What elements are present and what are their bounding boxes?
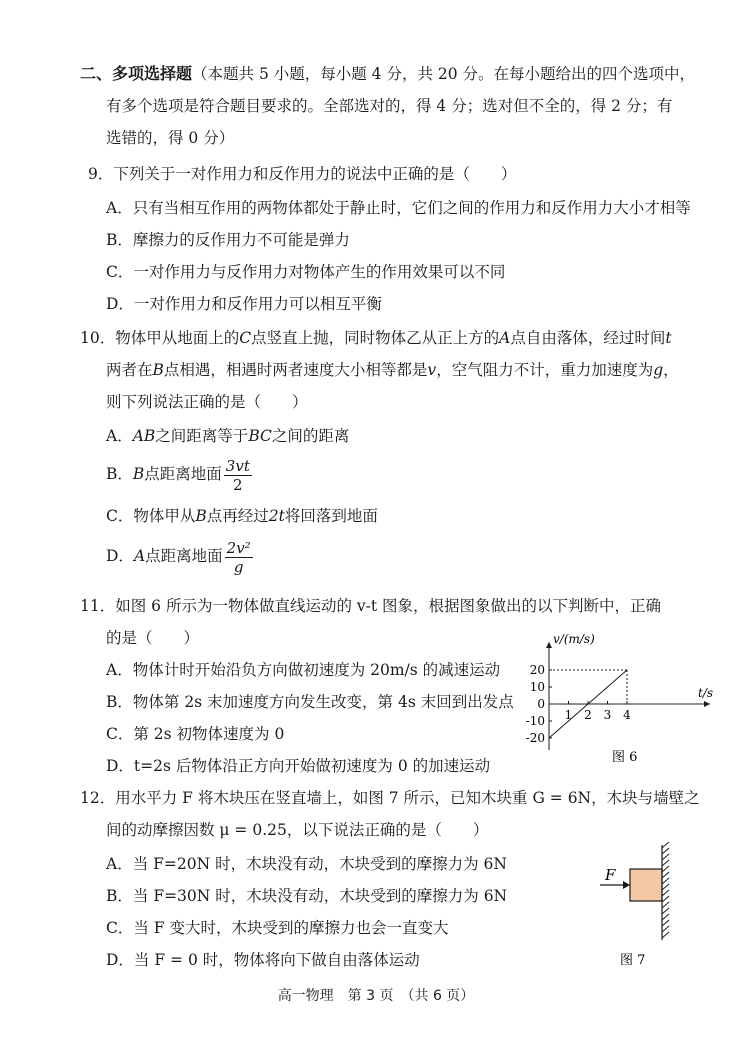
q10-option-a (106, 425, 349, 447)
x-tick-label: 2 (584, 708, 592, 722)
q10-option-b (106, 456, 254, 494)
hatch-line (662, 878, 669, 884)
q12-option-d: D．当 F = 0 时，物体将向下做自由落体运动 (106, 951, 420, 969)
q10-stem-line-2 (106, 359, 679, 381)
q11-option-b: B．物体第 2s 末加速度方向发生改变，第 4s 末回到出发点 (106, 693, 514, 711)
q10-c-point: B (195, 507, 207, 525)
q10-a-ab: AB (132, 427, 156, 445)
q10-b-fraction (224, 457, 252, 494)
q10-b-point: B (132, 465, 145, 483)
q10-option-c (106, 505, 378, 527)
hatch-line (662, 884, 669, 890)
q10-text: ，空气阻力不计，重力加速度为 (436, 361, 654, 379)
force-label: F (605, 866, 616, 884)
v-axis-label: v/(m/s) (553, 632, 595, 646)
q10-b-label: B． (106, 465, 133, 483)
hatch-line (662, 872, 669, 878)
section-instructions-2: 有多个选项是符合题目要求的。全部选对的，得 4 分；选对但不全的，得 2 分；有 (106, 97, 673, 115)
hatch-line (662, 866, 669, 872)
q10-d-text: 点距离地面 (145, 547, 223, 565)
q10-var-v: v (427, 361, 437, 379)
q10-stem-line-1 (80, 327, 672, 349)
q12-stem-line-1: 12．用水平力 F 将木块压在竖直墙上，如图 7 所示，已知木块重 G = 6N，木块与墙壁之 (80, 789, 700, 807)
hatch-line (662, 902, 669, 908)
q10-point-a: A (499, 329, 511, 347)
q10-option-d (106, 538, 255, 576)
section-title: 二、多项选择题 (80, 64, 193, 83)
q11-stem-line-1: 11．如图 6 所示为一物体做直线运动的 v-t 图象，根据图象做出的以下判断中，正确 (80, 597, 662, 615)
q10-var-g: g (653, 361, 664, 379)
q10-c-text: C．物体甲从 (106, 507, 196, 525)
y-tick-label: 20 (529, 663, 545, 677)
q10-text: 两者在 (106, 361, 153, 379)
y-tick-label: -20 (525, 731, 545, 745)
y-tick-label: 10 (529, 680, 545, 694)
q9-option-a: A．只有当相互作用的两物体都处于静止时，它们之间的作用力和反作用力大小才相等 (106, 199, 691, 217)
q10-text: 点竖直上抛，同时物体乙从正上方的 (251, 329, 500, 347)
hatch-line (662, 860, 669, 866)
q10-point-c: C (239, 329, 252, 347)
q10-a-label: A． (106, 427, 133, 445)
section-instructions-1: （本题共 5 小题，每小题 4 分，共 20 分。在每小题给出的四个选项中， (192, 65, 696, 83)
q10-a-bc: BC (248, 427, 272, 445)
q10-d-point: A (133, 547, 146, 565)
hatch-line (662, 932, 669, 938)
figure-6-vt-graph (512, 630, 722, 770)
q9-option-b: B．摩擦力的反作用力不可能是弹力 (106, 231, 350, 249)
hatch-line (662, 890, 669, 896)
q12-option-b: B．当 F=30N 时，木块没有动，木块受到的摩擦力为 6N (106, 887, 508, 905)
q10-text: 10．物体甲从地面上的 (80, 329, 240, 347)
q10-d-label: D． (106, 547, 134, 565)
y-tick-label: 0 (537, 697, 545, 711)
q12-option-c: C．当 F 变大时，木块受到的摩擦力也会一直变大 (106, 919, 449, 937)
x-tick-label: 4 (623, 708, 631, 722)
hatch-line (662, 854, 669, 860)
hatch-line (662, 920, 669, 926)
q10-c-2t: 2t (268, 507, 285, 525)
q10-point-b: B (152, 361, 164, 379)
q10-a-text: 之间距离等于 (155, 427, 249, 445)
q10-c-text: 点再经过 (206, 507, 269, 525)
q10-a-text: 之间的距离 (271, 427, 350, 445)
q9-option-c: C．一对作用力与反作用力对物体产生的作用效果可以不同 (106, 263, 506, 281)
q10-text: 点相遇，相遇时两者速度大小相等都是 (163, 361, 428, 379)
q10-text: 点自由落体，经过时间 (510, 329, 666, 347)
figure-7-block-wall (590, 840, 690, 975)
q10-d-fraction (225, 539, 253, 576)
q12-option-a: A．当 F=20N 时，木块没有动，木块受到的摩擦力为 6N (106, 855, 507, 873)
fraction-denominator: 2 (233, 475, 243, 494)
section-instructions-3: 选错的，得 0 分） (106, 129, 235, 147)
wooden-block (630, 869, 662, 901)
hatch-line (662, 896, 669, 902)
hatch-line (662, 914, 669, 920)
q10-var-t: t (665, 329, 672, 347)
x-tick-label: 3 (603, 708, 612, 722)
x-tick-label: 1 (564, 708, 573, 722)
q10-b-text: 点距离地面 (144, 465, 222, 483)
y-tick-label: -10 (525, 714, 545, 728)
q9-stem: 9．下列关于一对作用力和反作用力的说法中正确的是（ ） (88, 165, 517, 183)
figure-7-caption: 图 7 (620, 953, 646, 968)
hatch-line (662, 908, 669, 914)
q12-stem-line-2: 间的动摩擦因数 μ = 0.25，以下说法正确的是（ ） (106, 821, 489, 839)
fraction-numerator: 2v² (226, 538, 251, 557)
section-header (80, 63, 695, 85)
page-footer: 高一物理 第 3 页 （共 6 页） (277, 988, 475, 1004)
fraction-denominator: g (233, 557, 244, 576)
force-arrowhead (623, 881, 630, 889)
t-axis-label: t/s (698, 686, 714, 700)
q10-stem-line-3: 则下列说法正确的是（ ） (106, 393, 308, 411)
figure-6-caption: 图 6 (612, 750, 638, 765)
q11-option-d: D．t=2s 后物体沿正方向开始做初速度为 0 的加速运动 (106, 757, 491, 775)
hatch-line (662, 848, 669, 854)
q11-option-c: C．第 2s 初物体速度为 0 (106, 725, 285, 743)
hatch-line (662, 926, 669, 932)
q9-option-d: D．一对作用力和反作用力可以相互平衡 (106, 295, 382, 313)
q11-stem-line-2: 的是（ ） (106, 629, 200, 647)
q11-option-a: A．物体计时开始沿负方向做初速度为 20m/s 的减速运动 (106, 661, 501, 679)
q10-c-text: 将回落到地面 (284, 507, 378, 525)
q10-text: ， (663, 361, 679, 379)
wall-hatching (662, 842, 669, 938)
hatch-line (662, 842, 669, 848)
fraction-numerator: 3vt (225, 456, 250, 475)
